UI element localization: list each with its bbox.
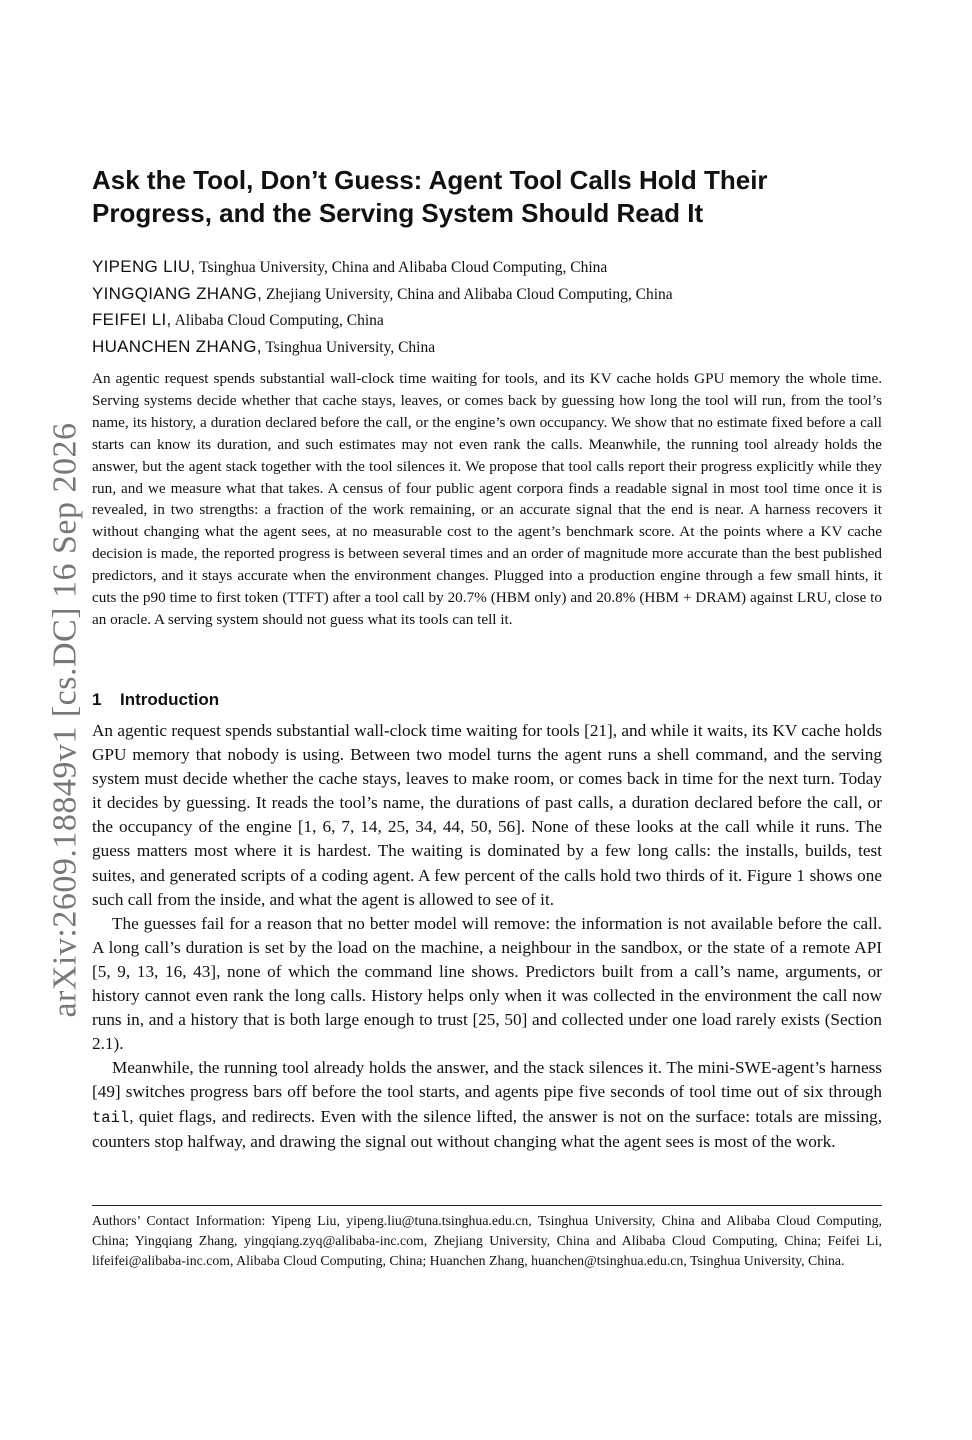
paper-title: Ask the Tool, Don’t Guess: Agent Tool Calls Hold Their Progress, and the Serving System Should Read It (92, 165, 768, 228)
author-name: HUANCHEN ZHANG, (92, 336, 262, 356)
author-entry (92, 307, 882, 334)
paragraph: The guesses fail for a reason that no better model will remove: the information is not available before the call. A long call’s duration is set by the load on the machine, a neighbour in the sandbox, or the state of a remote API [5, 9, 13, 16, 43], none of which the command line shows. Predictors built from a call’s name, arguments, or history cannot even rank the long calls. History helps only when it was collected in the environment the call now runs in, and a history that is both large enough to trust [25, 50] and collected under one load rarely exists (Section 2.1). (92, 913, 882, 1054)
arxiv-stamp-text: arXiv:2609.18849v1 [cs.DC] 16 Sep 2026 (47, 422, 84, 1018)
author-entry (92, 254, 882, 281)
author-list (92, 254, 882, 360)
author-name: YIPENG LIU, (92, 257, 196, 276)
section-title: Introduction (120, 690, 220, 709)
paragraph-text: , quiet flags, and redirects. Even with the silence lifted, the answer is not on the surface: totals are missing, counters stop halfway, and drawing the signal out without changing what the agent sees is most of the work. (92, 1106, 882, 1151)
author-name: FEIFEI LI, (92, 310, 172, 329)
paragraph (92, 1056, 882, 1153)
inline-code: tail (92, 1108, 130, 1127)
author-entry (92, 334, 882, 361)
paragraph-text: Meanwhile, the running tool already holds the answer, and the stack silences it. The mini-SWE-agent’s harness [49] switches progress bars off before the tool starts, and agents pipe five seconds of tool time out of six through (92, 1058, 882, 1102)
author-affiliation: Zhejiang University, China and Alibaba Cloud Computing, China (265, 285, 673, 303)
author-name: YINGQIANG ZHANG, (92, 283, 263, 303)
author-affiliation: Tsinghua University, China and Alibaba Cloud Computing, China (199, 259, 608, 276)
section-number: 1 (92, 690, 102, 709)
author-affiliation: Tsinghua University, China (265, 338, 436, 356)
footnote-divider (92, 1205, 882, 1206)
paragraph: An agentic request spends substantial wall-clock time waiting for tools [21], and while it waits, its KV cache holds GPU memory that nobody is using. Between two model turns the agent runs a shell command, and the serving system must decide whether the cache stays, leaves to make room, or comes back in time for the next turn. Today it decides by guessing. It reads the tool’s name, the durations of past calls, a duration declared before the call, or the occupancy of the engine [1, 6, 7, 14, 25, 34, 44, 50, 56]. None of these looks at the call while it runs. The guess matters most where it is hardest. The waiting is dominated by a few long calls: the installs, builds, test suites, and generated scripts of a coding agent. A few percent of the calls hold two thirds of it. Figure 1 shows one such call from the inside, and what the agent is allowed to see of it. (92, 721, 882, 909)
author-entry (92, 281, 882, 308)
author-affiliation: Alibaba Cloud Computing, China (174, 312, 384, 329)
arxiv-identifier-stamp (40, 370, 92, 1070)
body-text (92, 719, 882, 1154)
abstract (92, 368, 882, 631)
section-heading (92, 690, 882, 710)
abstract-text: An agentic request spends substantial wall-clock time waiting for tools, and its KV cache holds GPU memory the whole time. Serving systems decide whether that cache stays, leaves, or comes back by guessing how long the tool will run, from the tool’s name, its history, a duration declared before the call, or the engine’s own occupancy. We show that no estimate fixed before a call starts can know its duration, and such estimates may not even rank the calls. Meanwhile, the running tool already holds the answer, but the agent stack together with the tool silences it. We propose that tool calls report their progress explicitly while they run, and we measure what that takes. A census of four public agent corpora finds a readable signal in most tool time once it is revealed, in two strengths: a fraction of the work remaining, or an accurate signal that the end is near. A harness recovers it without changing what the agent sees, at no measurable cost to the agent’s benchmark score. At the points where a KV cache decision is made, the reported progress is between several times and an order of magnitude more accurate than the best published predictors, and it stays accurate when the environment changes. Plugged into a production engine through a few small hints, it cuts the p90 time to first token (TTFT) after a tool call by 20.7% (HBM only) and 20.8% (HBM + DRAM) against LRU, close to an oracle. A serving system should not guess what its tools can tell it. (92, 370, 882, 628)
author-contact-footnote: Authors’ Contact Information: Yipeng Liu, yipeng.liu@tuna.tsinghua.edu.cn, Tsinghua University, China and Alibaba Cloud Computing, China; Yingqiang Zhang, yingqiang.zyq@alibaba-inc.com, Zhejiang University, China and Alibaba Cloud Computing, China; Feifei Li, lifeifei@alibaba-inc.com, Alibaba Cloud Computing, China; Huanchen Zhang, huanchen@tsinghua.edu.cn, Tsinghua University, China. (92, 1213, 882, 1268)
